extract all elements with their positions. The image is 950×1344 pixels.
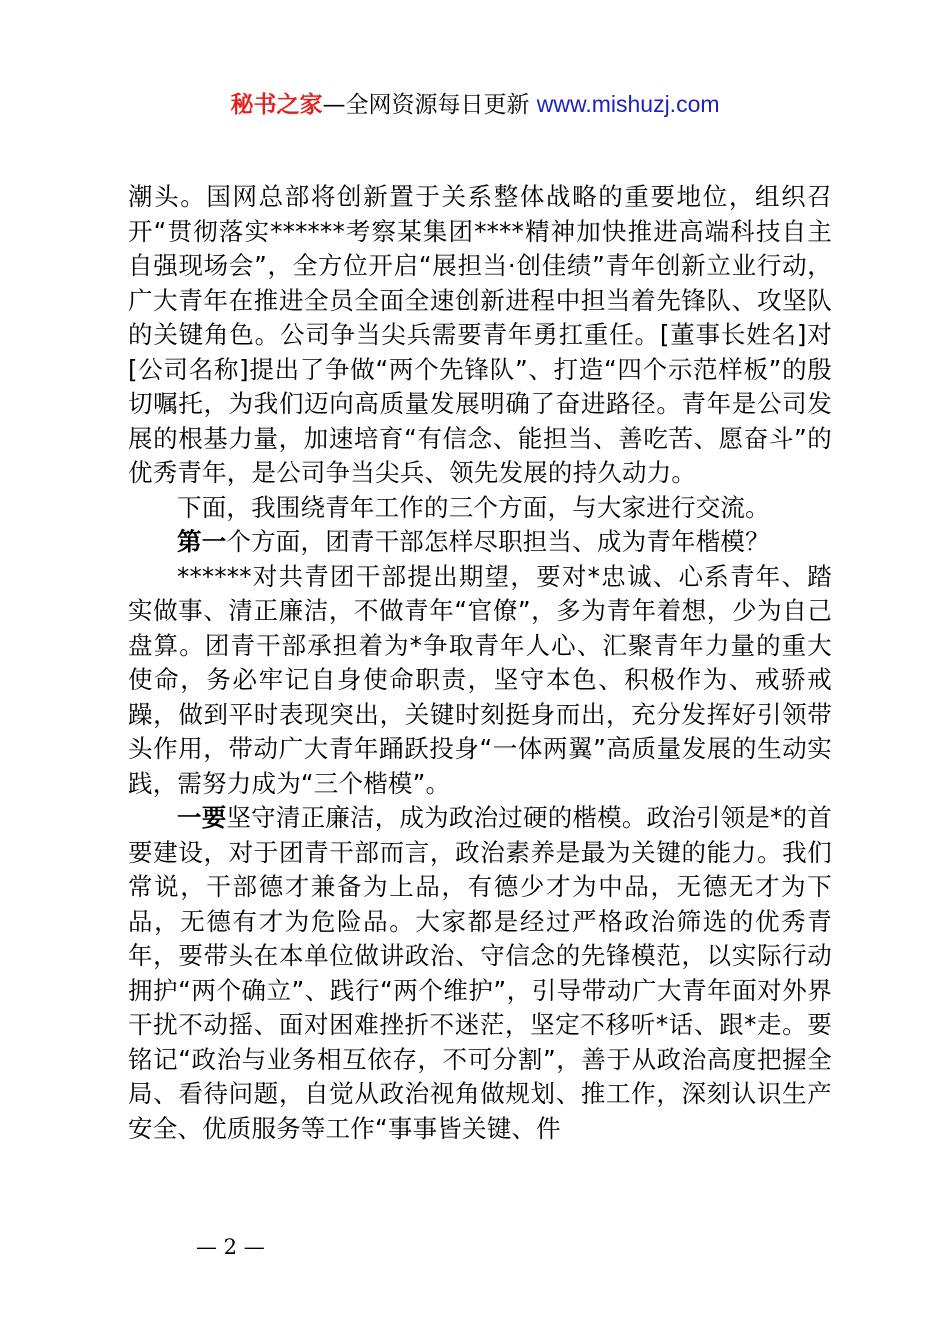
site-url[interactable]: www.mishuzj.com <box>536 91 720 117</box>
page-number: — 2 — <box>196 1235 265 1259</box>
paragraph-text: 坚守清正廉洁，成为政治过硬的楷模。政治引领是*的首要建设，对于团青干部而言，政治素养是最为关键的能力。我们常说，干部德才兼备为上品，有德少才为中品，无德无才为下品，无德有才为危险品。大家都是经过严格政治筛选的优秀青年，要带头在本单位做讲政治、守信念的先锋模范，以实际行动拥护“两个确立”、践行“两个维护”，引导带动广大青年面对外界干扰不动摇、面对困难挫折不迷茫，坚定不移听*话、跟*走。要铭记“政治与业务相互依存，不可分割”，善于从政治高度把握全局、看待问题，自觉从政治视角做规划、推工作，深刻认识生产安全、优质服务等工作“事事皆关键、件 <box>128 803 833 1143</box>
paragraph-text: 个方面，团青干部怎样尽职担当、成为青年楷模？ <box>226 527 770 556</box>
paragraph <box>128 560 832 802</box>
header-tagline: —全网资源每日更新 <box>322 92 530 118</box>
paragraph <box>128 801 832 1146</box>
paragraph <box>128 180 832 491</box>
document-body <box>128 180 832 1146</box>
paragraph <box>128 491 832 526</box>
page-header <box>0 84 950 125</box>
paragraph-text: ******对共青团干部提出期望，要对*忠诚、心系青年、踏实做事、清正廉洁，不做青年“官僚”，多为青年着想，少为自己盘算。团青干部承担着为*争取青年人心、汇聚青年力量的重大使命，务必牢记自身使命职责，坚守本色、积极作为、戒骄戒躁，做到平时表现突出，关键时刻挺身而出，充分发挥好引领带头作用，带动广大青年踊跃投身“一体两翼”高质量发展的生动实践，需努力成为“三个楷模”。 <box>128 561 832 798</box>
paragraph-lead: 一要 <box>177 803 227 832</box>
paragraph-text: 下面，我围绕青年工作的三个方面，与大家进行交流。 <box>177 492 770 522</box>
paragraph-text: 潮头。国网总部将创新置于关系整体战略的重要地位，组织召开“贯彻落实******考察某集团****精神加快推进高端科技自主自强现场会”，全方位开启“展担当·创佳绩”青年创新立业行动，广大青年在推进全员全面全速创新进程中担当着先锋队、攻坚队的关键角色。公司争当尖兵需要青年勇扛重任。[董事长姓名]对[公司名称]提出了争做“两个先锋队”、打造“四个示范样板”的殷切嘱托，为我们迈向高质量发展明确了奋进路径。青年是公司发展的根基力量，加速培育“有信念、能担当、善吃苦、愿奋斗”的优秀青年，是公司争当尖兵、领先发展的持久动力。 <box>128 182 832 487</box>
paragraph <box>128 525 832 560</box>
paragraph-lead: 第一 <box>177 527 227 556</box>
brand-name: 秘书之家 <box>230 92 323 118</box>
